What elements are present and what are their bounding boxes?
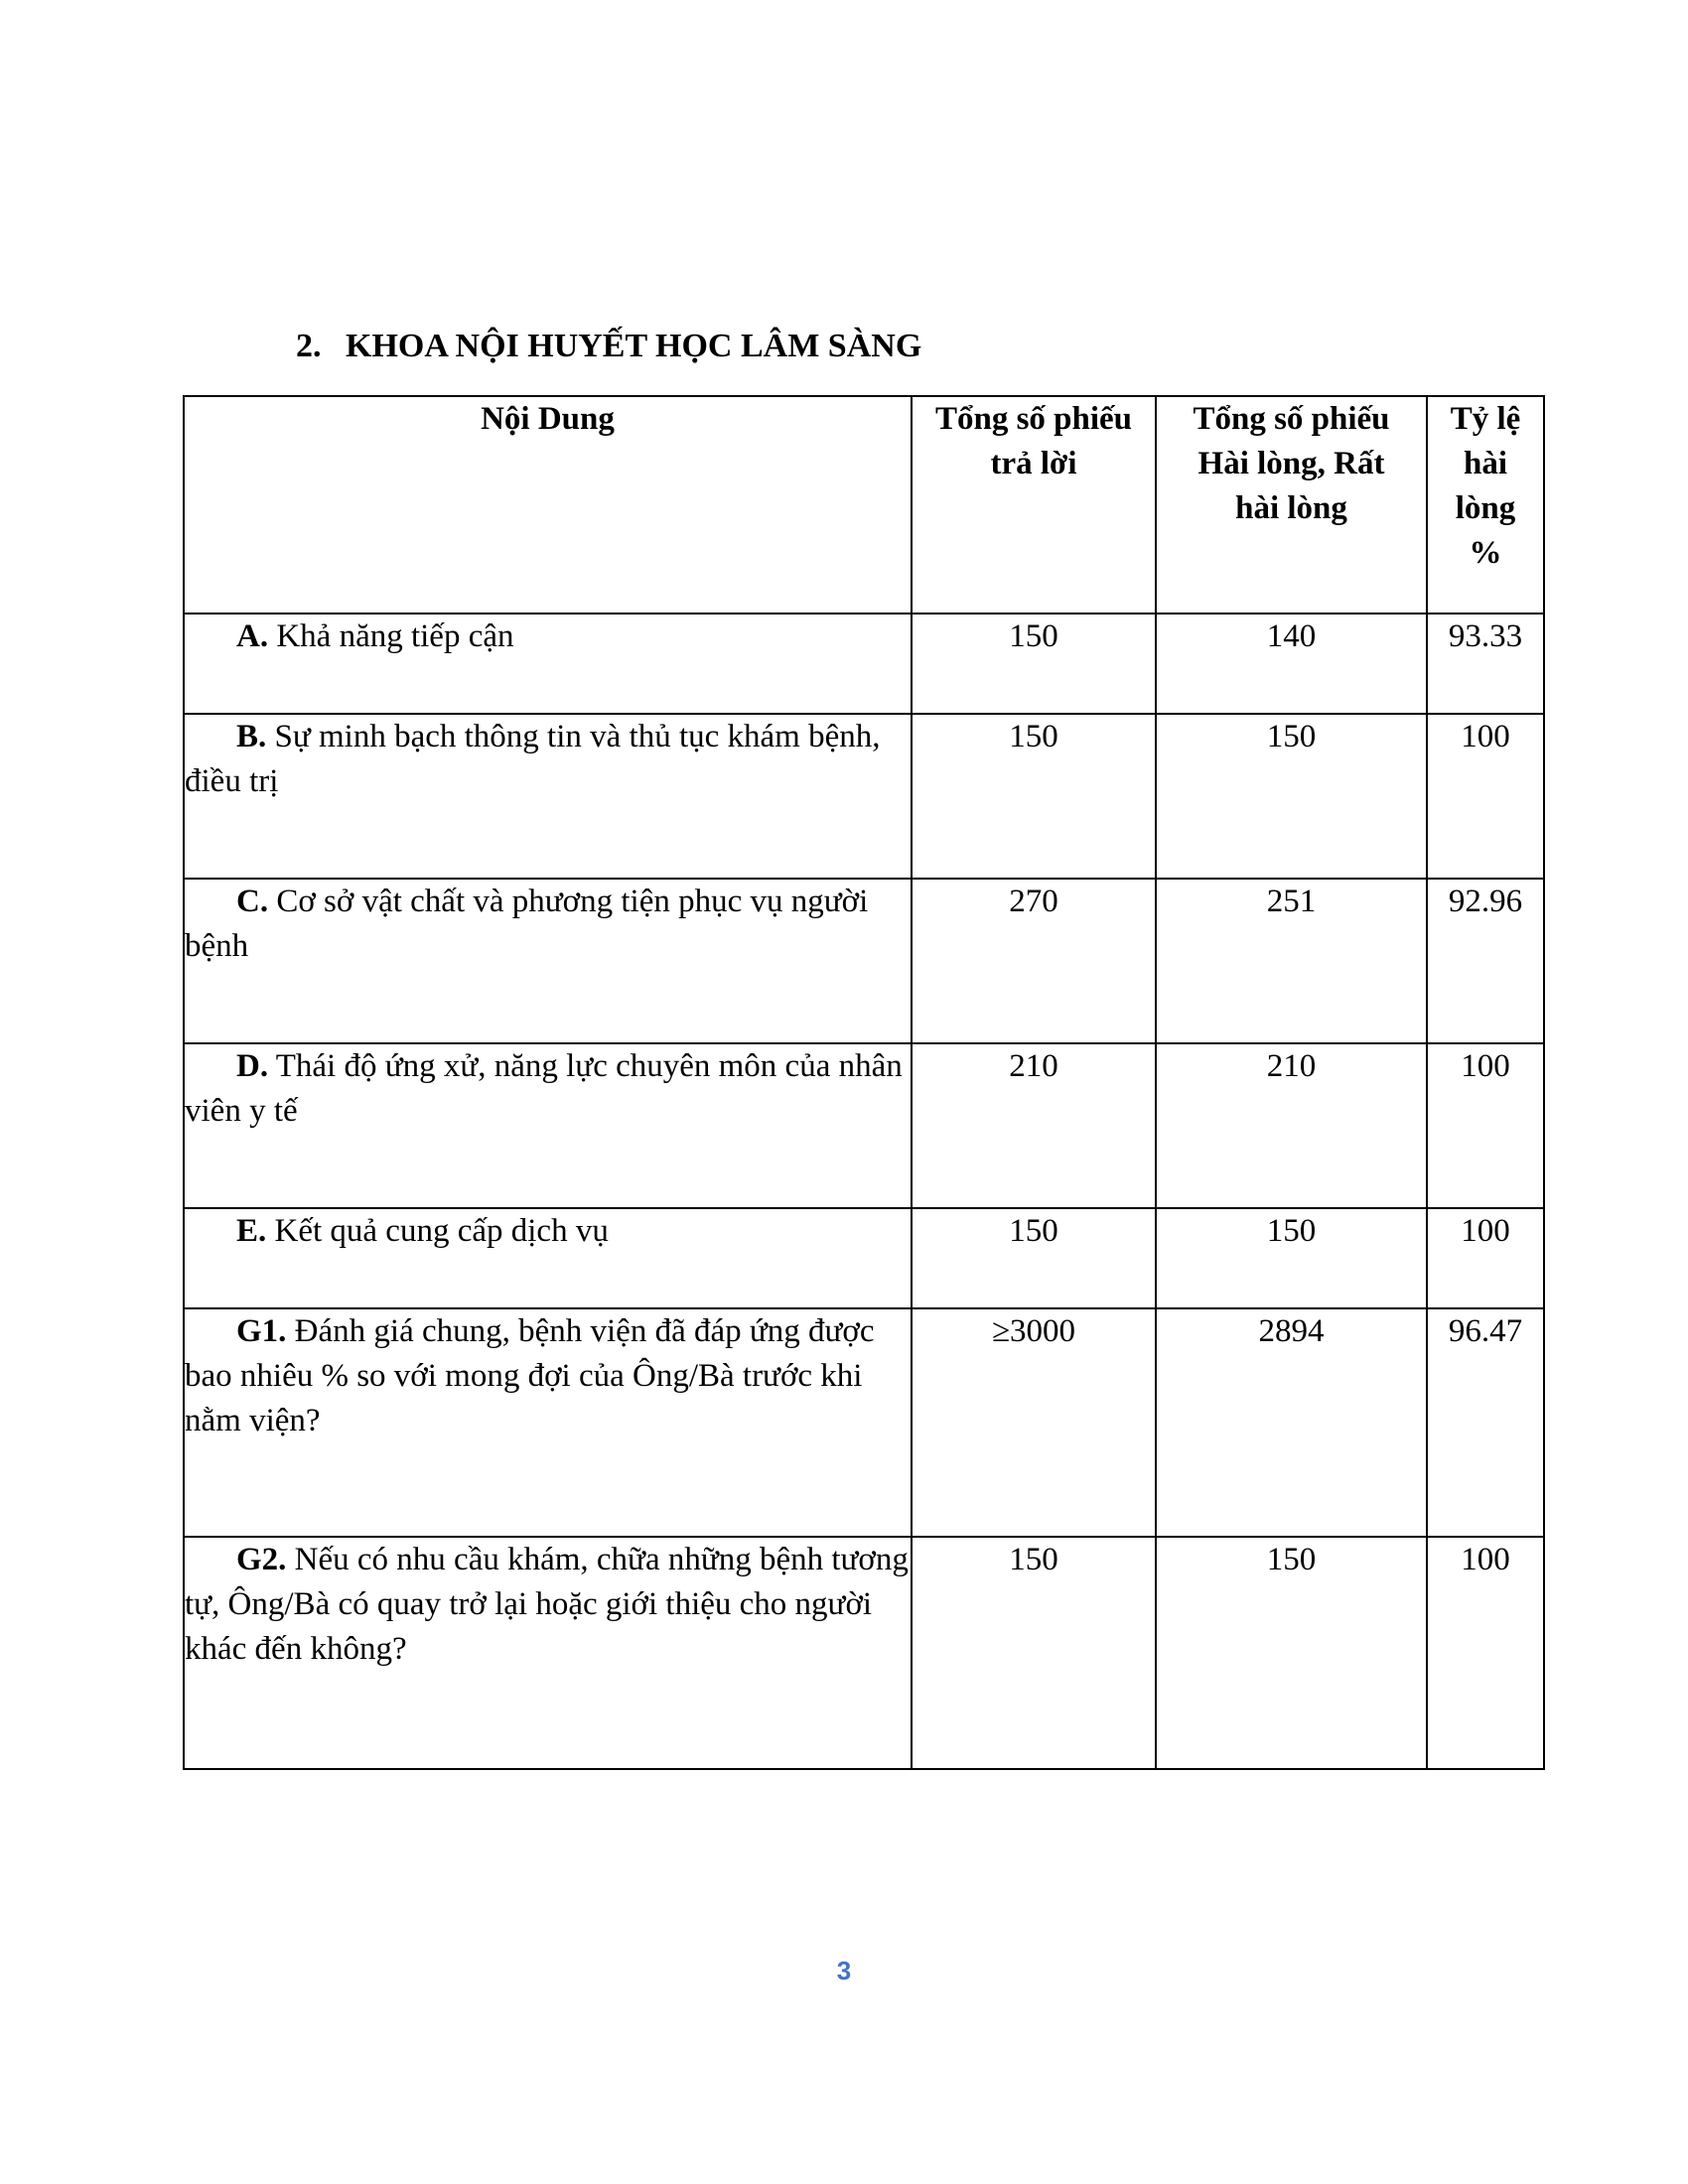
table-row (184, 1537, 1544, 1769)
satisfaction-table (183, 395, 1545, 1770)
row-content (184, 1208, 912, 1308)
row-rate: 100 (1427, 714, 1544, 879)
page-number: 3 (836, 1956, 852, 1985)
row-content (184, 879, 912, 1043)
row-total: 150 (912, 1537, 1156, 1769)
table-row (184, 879, 1544, 1043)
table-row (184, 614, 1544, 714)
section-title-text: KHOA NỘI HUYẾT HỌC LÂM SÀNG (346, 328, 922, 364)
table-row (184, 714, 1544, 879)
row-text: Cơ sở vật chất và phương tiện phục vụ người bệnh (185, 884, 869, 964)
row-total: 210 (912, 1043, 1156, 1208)
row-satisfied: 251 (1156, 879, 1427, 1043)
header-satisfied-count: Tổng số phiếu Hài lòng, Rất hài lòng (1156, 396, 1427, 614)
row-content (184, 1308, 912, 1537)
row-total: ≥3000 (912, 1308, 1156, 1537)
row-rate: 93.33 (1427, 614, 1544, 714)
row-total: 150 (912, 614, 1156, 714)
row-text: Sự minh bạch thông tin và thủ tục khám bệnh, điều trị (185, 719, 881, 799)
row-total: 150 (912, 714, 1156, 879)
table-row (184, 1308, 1544, 1537)
row-code: C. (236, 884, 269, 919)
table-row (184, 1043, 1544, 1208)
header-total-responses: Tổng số phiếu trả lời (912, 396, 1156, 614)
row-total: 270 (912, 879, 1156, 1043)
row-rate: 100 (1427, 1208, 1544, 1308)
row-satisfied: 140 (1156, 614, 1427, 714)
row-text: Khả năng tiếp cận (276, 618, 514, 654)
row-text: Nếu có nhu cầu khám, chữa những bệnh tương tự, Ông/Bà có quay trở lại hoặc giới thiệu cho người khác đến không? (185, 1542, 909, 1667)
row-text: Kết quả cung cấp dịch vụ (274, 1213, 609, 1249)
row-rate: 92.96 (1427, 879, 1544, 1043)
section-heading (296, 328, 921, 365)
row-code: G2. (236, 1542, 287, 1577)
row-text: Đánh giá chung, bệnh viện đã đáp ứng được bao nhiêu % so với mong đợi của Ông/Bà trước khi nằm viện? (185, 1313, 875, 1438)
row-content (184, 1043, 912, 1208)
header-satisfaction-rate: Tỷ lệ hài lòng % (1427, 396, 1544, 614)
section-number: 2. (296, 328, 322, 364)
row-rate: 100 (1427, 1043, 1544, 1208)
row-code: A. (236, 618, 269, 654)
row-code: E. (236, 1213, 267, 1249)
row-content (184, 614, 912, 714)
table-row (184, 1208, 1544, 1308)
row-content (184, 714, 912, 879)
row-code: B. (236, 719, 267, 754)
row-satisfied: 210 (1156, 1043, 1427, 1208)
row-satisfied: 2894 (1156, 1308, 1427, 1537)
row-satisfied: 150 (1156, 1537, 1427, 1769)
row-text: Thái độ ứng xử, năng lực chuyên môn của nhân viên y tế (185, 1048, 903, 1129)
header-content: Nội Dung (184, 396, 912, 614)
table-header-row (184, 396, 1544, 614)
row-satisfied: 150 (1156, 1208, 1427, 1308)
row-total: 150 (912, 1208, 1156, 1308)
row-code: D. (236, 1048, 269, 1084)
row-code: G1. (236, 1313, 287, 1349)
row-rate: 100 (1427, 1537, 1544, 1769)
row-content (184, 1537, 912, 1769)
row-rate: 96.47 (1427, 1308, 1544, 1537)
row-satisfied: 150 (1156, 714, 1427, 879)
